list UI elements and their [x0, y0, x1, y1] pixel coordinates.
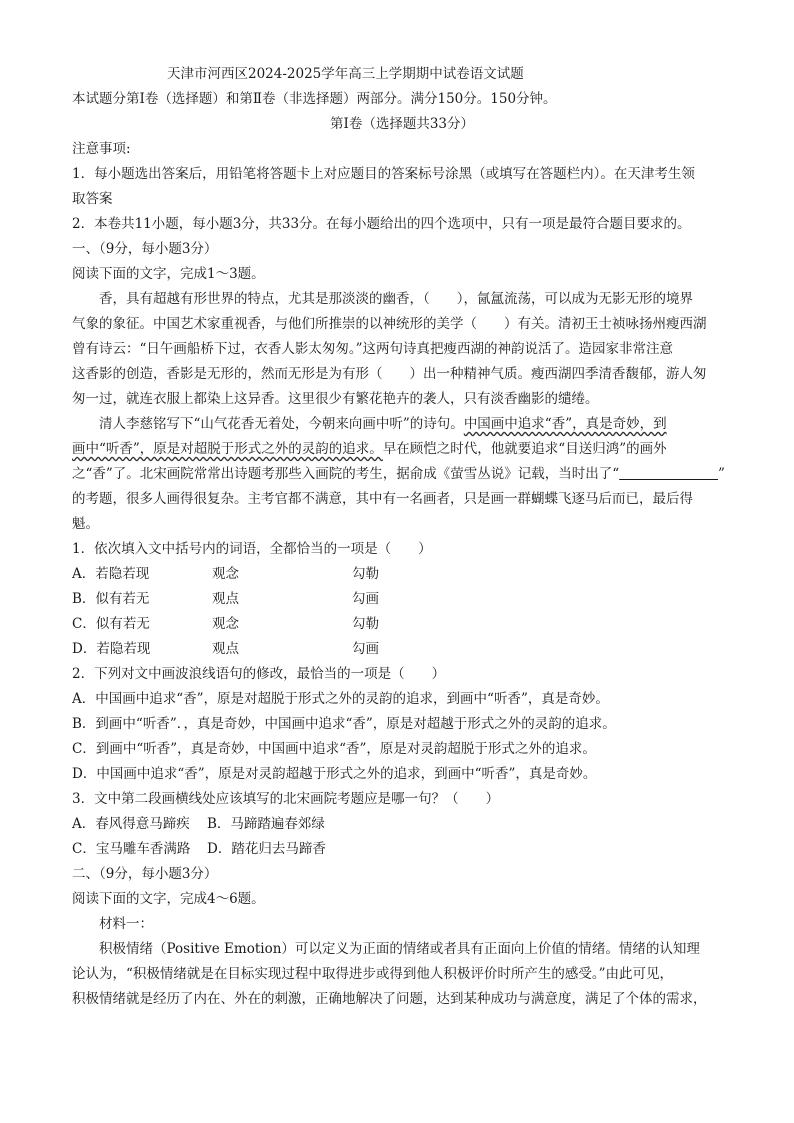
question-2-option-b: B．到画中“听香”．，真是奇妙，中国画中追求“香”，原是对超越于形式之外的灵韵的追求。	[72, 716, 616, 732]
notes-heading: 注意事项:	[72, 141, 131, 157]
passage2-line-2	[72, 437, 732, 462]
question-1-option-d	[72, 637, 732, 662]
option-word-2: 观点	[212, 641, 239, 657]
section1-heading: 一、（9分，每小题3分）	[72, 241, 218, 257]
fill-blank	[619, 466, 718, 482]
passage2-line-4: 的考题，很多人画得很复杂。主考官都不满意，其中有一名画者，只是画一群蝴蝶飞逐马后而已，最后得	[72, 491, 693, 507]
note-item-1: 1．每小题选出答案后，用铅笔将答题卡上对应题目的答案标号涂黑（或填写在答题栏内）。在天津考生领	[72, 166, 695, 182]
option-word-2: 观念	[212, 616, 239, 632]
passage2-line-1	[72, 412, 732, 437]
option-word-3: 勾画	[352, 591, 379, 607]
question-3-option-d: D．踏花归去马蹄香	[207, 841, 326, 857]
material-label: 材料一：	[99, 916, 153, 932]
question-3-option-c: C．宝马雕车香满路	[72, 841, 191, 857]
exam-intro: 本试题分第Ⅰ卷（选择题）和第Ⅱ卷（非选择题）两部分。满分150分。150分钟。	[72, 91, 557, 107]
question-1-stem: 1．依次填入文中括号内的词语，全都恰当的一项是（ ）	[72, 541, 432, 557]
section1-instruction: 阅读下面的文字，完成1～3题。	[72, 266, 265, 282]
passage1-line: 气象的象征。中国艺术家重视香，与他们所推崇的以神统形的美学（ ）有关。清初王士祯咏扬州瘦西湖	[72, 316, 707, 332]
passage2-text: 之“香”了。北宋画院常常出诗题考那些入画院的考生，据俞成《萤雪丛说》记载，当时出了“	[72, 466, 620, 482]
question-1-option-c	[72, 612, 732, 637]
passage2-line-3	[72, 462, 732, 487]
option-word-3: 勾画	[352, 641, 379, 657]
option-word-1: C．似有若无	[72, 616, 150, 632]
question-2-option-d: D．中国画中追求“香”，原是对灵韵超越于形式之外的追求，到画中“听香”，真是奇妙。	[72, 766, 597, 782]
option-word-3: 勾勒	[352, 616, 379, 632]
note-item-1-cont: 取答案	[72, 191, 113, 207]
passage2-text: 早在顾恺之时代，他就要追求“目送归鸿”的画外	[382, 441, 667, 457]
option-word-3: 勾勒	[352, 566, 379, 582]
question-2-option-c: C．到画中“听香”，真是奇妙，中国画中追求“香”，原是对灵韵超脱于形式之外的追求。	[72, 741, 596, 757]
passage1-line: 这香影的创造，香影是无形的，然而无形是为有形（ ）出一种精神气质。瘦西湖四季清香馥郁，游人匆	[72, 366, 707, 382]
option-word-1: D．若隐若现	[72, 641, 151, 657]
question-1-option-a	[72, 562, 732, 587]
material1-line: 积极情绪就是经历了内在、外在的刺激，正确地解决了问题，达到某种成功与满意度，满足了个体的需求，	[72, 991, 707, 1007]
passage1-line: 匆一过，就连衣服上都染上这异香。这里很少有繁花艳卉的袭人，只有淡香幽影的缱绻。	[72, 391, 599, 407]
exam-title: 天津市河西区2024-2025学年高三上学期期中试卷语文试题	[167, 66, 524, 82]
question-3-options-ab	[72, 812, 732, 837]
option-word-1: A．若隐若现	[72, 566, 150, 582]
question-3-option-a: A．春风得意马蹄疾	[72, 816, 190, 832]
option-word-2: 观点	[212, 591, 239, 607]
question-3-option-b: B．马蹄踏遍春郊绿	[207, 816, 325, 832]
question-3-options-cd	[72, 837, 732, 862]
part1-title: 第Ⅰ卷（选择题共33分）	[329, 116, 474, 132]
material1-line: 积极情绪（Positive Emotion）可以定义为正面的情绪或者具有正面向上价值的情绪。情绪的认知理	[99, 941, 700, 957]
section2-heading: 二、（9分，每小题3分）	[72, 866, 218, 882]
question-3-stem: 3．文中第二段画横线处应该填写的北宋画院考题应是哪一句？（ ）	[72, 791, 500, 807]
note-item-2: 2．本卷共11小题，每小题3分，共33分。在每小题给出的四个选项中，只有一项是最符合题目要求的。	[72, 216, 691, 232]
option-word-2: 观念	[212, 566, 239, 582]
passage1-line: 香，具有超越有形世界的特点，尤其是那淡淡的幽香，（ ），氤氲流荡，可以成为无影无形的境界	[99, 291, 693, 307]
question-2-option-a: A．中国画中追求“香”，原是对超脱于形式之外的灵韵的追求，到画中“听香”，真是奇妙。	[72, 691, 609, 707]
exam-page	[72, 62, 732, 1012]
passage2-line-5: 魁。	[72, 516, 99, 532]
passage1-line: 曾有诗云：“日午画船桥下过，衣香人影太匆匆。”这两句诗真把瘦西湖的神韵说活了。造园家非常注意	[72, 341, 674, 357]
section2-instruction: 阅读下面的文字，完成4～6题。	[72, 891, 265, 907]
wavy-underlined-text: 画中“听香”，原是对超脱于形式之外的灵韵的追求。	[72, 441, 383, 457]
material1-line: 论认为，“积极情绪就是在目标实现过程中取得进步或得到他人积极评价时所产生的感受。”由此可见，	[72, 966, 674, 982]
passage2-text: ”	[718, 466, 725, 482]
question-2-stem: 2．下列对文中画波浪线语句的修改，最恰当的一项是（ ）	[72, 666, 446, 682]
passage2-text: 清人李慈铭写下“山气花香无着处，今朝来向画中听”的诗句。	[99, 416, 464, 432]
question-1-option-b	[72, 587, 732, 612]
option-word-1: B．似有若无	[72, 591, 150, 607]
wavy-underlined-text: 中国画中追求“香”，真是奇妙，到	[463, 416, 667, 432]
